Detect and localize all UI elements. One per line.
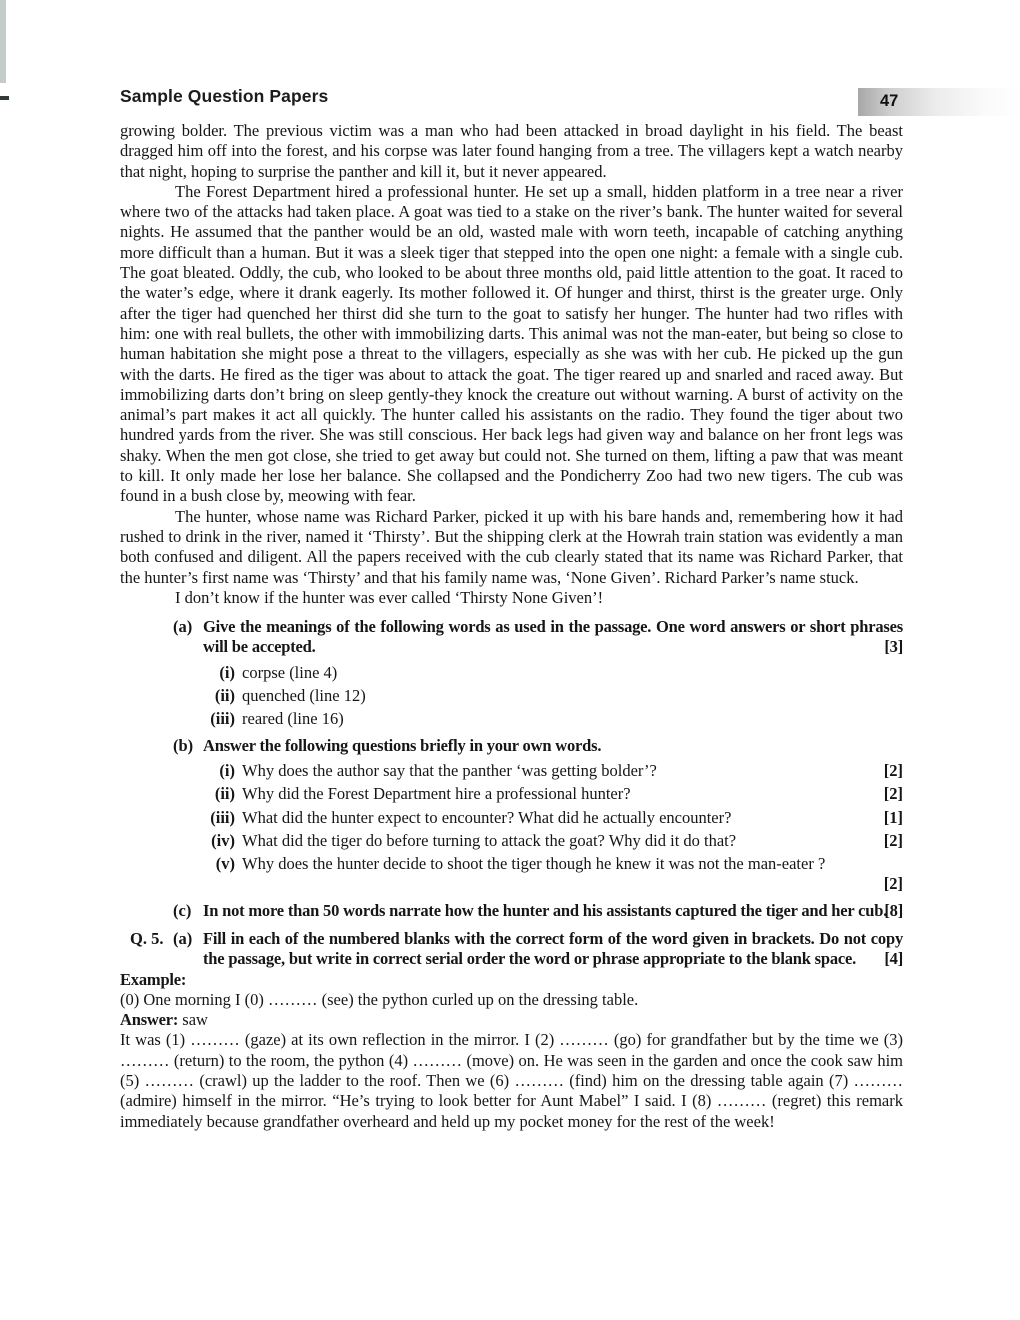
question-b-item-1-label: (i) bbox=[219, 760, 235, 780]
question-a-item-3-label: (iii) bbox=[210, 709, 235, 729]
question-b-item-1 bbox=[120, 761, 903, 781]
question-a-text-content: Give the meanings of the following words as used in the passage. One word answers or short phrases will be accepted. bbox=[203, 617, 903, 657]
question-b-item-2-text bbox=[242, 784, 903, 804]
page-number-badge bbox=[858, 88, 1020, 116]
question-b-text: Answer the following questions briefly in your own words. bbox=[203, 735, 602, 755]
question-b bbox=[120, 736, 903, 756]
question-a-text bbox=[203, 617, 903, 658]
question-5a-marks: [4] bbox=[884, 949, 903, 969]
question-b-item-4-text bbox=[242, 831, 903, 851]
example-line: (0) One morning I (0) ……… (see) the python curled up on the dressing table. bbox=[120, 989, 639, 1009]
left-accent-bar bbox=[0, 0, 6, 83]
question-a-item-2-label: (ii) bbox=[214, 686, 235, 706]
example-label: Example: bbox=[120, 969, 187, 989]
question-b-item-3-marks: [1] bbox=[883, 807, 903, 827]
question-b-item-3-text bbox=[242, 808, 903, 828]
question-a-item-2 bbox=[120, 686, 903, 706]
answer-label: Answer: bbox=[120, 1010, 179, 1030]
question-c-label: (c) bbox=[173, 900, 192, 920]
question-b-item-2-content: Why did the Forest Department hire a professional hunter? bbox=[242, 784, 631, 804]
question-5-number: Q. 5. bbox=[130, 928, 164, 948]
question-b-item-1-content: Why does the author say that the panther ‘was getting bolder’? bbox=[242, 760, 657, 780]
page-number: 47 bbox=[880, 92, 899, 110]
question-b-item-5-text: Why does the hunter decide to shoot the tiger though he knew it was not the man-eater ? bbox=[242, 854, 826, 874]
answer-line bbox=[120, 1010, 903, 1030]
question-a-item-3 bbox=[120, 709, 903, 729]
question-b-item-3-label: (iii) bbox=[210, 807, 235, 827]
question-b-item-2-marks: [2] bbox=[883, 784, 903, 804]
question-a-item-1-label: (i) bbox=[219, 662, 235, 682]
question-a bbox=[120, 617, 903, 658]
left-dash-mark bbox=[0, 96, 9, 100]
question-b-item-4-label: (iv) bbox=[211, 830, 235, 850]
question-c-text-content: In not more than 50 words narrate how the hunter and his assistants captured the tiger and her cub. bbox=[203, 900, 888, 920]
passage-paragraph-2: The Forest Department hired a professional hunter. He set up a small, hidden platform in a tree near a river where two of the attacks had taken place. A goat was tied to a stake on the river’s bank. The hunter waited for several nights. He assumed that the panther would be an old, wasted male with worn teeth, incapable of catching anything more difficult than a human. But it was a sleek tiger that stepped into the open one night: a female with a single cub. The goat bleated. Oddly, the cub, who looked to be about three months old, paid little attention to the goat. It raced to the water’s edge, where it drank eagerly. Its mother followed it. Of hunger and thirst, thirst is the greater urge. Only after the tiger had quenched her thirst did she turn to the goat to satisfy her hunger. The hunter had two rifles with him: one with real bullets, the other with immobilizing darts. This animal was not the man-eater, but being so close to human habitation she might pose a threat to the villagers, especially as she was with her cub. He picked up the gun with the darts. He fired as the tiger was about to attack the goat. The tiger reared up and snarled and raced away. But immobilizing darts don’t bring on sleep gently-they knock the creature out without warning. A burst of activity on the animal’s part makes it act all quickly. The hunter called his assistants on the radio. They found the tiger about two hundred yards from the river. She was still conscious. Her back legs had given way and balance on her front legs was shaky. When the men got close, she tried to get away but could not. She turned on them, lifting a paw that was meant to kill. It only made her lose her balance. She collapsed and the Pondicherry Zoo had two new tigers. The cub was found in a bush close by, meowing with fear. bbox=[120, 181, 903, 506]
question-b-item-1-text bbox=[242, 761, 903, 781]
question-b-item-3 bbox=[120, 808, 903, 828]
passage-paragraph-1: growing bolder. The previous victim was a man who had been attacked in broad daylight in his field. The beast dragged him off into the forest, and his corpse was later found hanging from a tree. The villagers kept a watch nearby that night, hoping to surprise the panther and kill it, but it never appeared. bbox=[120, 121, 903, 181]
question-a-item-1 bbox=[120, 663, 903, 683]
question-b-item-5-marks: [2] bbox=[883, 874, 903, 894]
exercise-paragraph: It was (1) ……… (gaze) at its own reflection in the mirror. I (2) ……… (go) for grandfather but by the time we (3) ……… (return) to the room, the python (4) ……… (move) on. He was seen in the garden and once the cook saw him (5) ……… (crawl) up the ladder to the roof. Then we (6) ……… (find) him on the dressing table again (7) ……… (admire) himself in the mirror. “He’s trying to look better for Aunt Mabel” I said. I (8) ……… (regret) this remark immediately because grandfather overheard and held up my pocket money for the rest of the week! bbox=[120, 1030, 903, 1131]
question-b-item-5-label: (v) bbox=[215, 854, 235, 874]
question-c-marks: [8] bbox=[884, 900, 903, 920]
question-5a-text-content: Fill in each of the numbered blanks with the correct form of the word given in brackets. Do not copy the passage, but write in correct serial order the word or phrase appropriate to the blank space. bbox=[203, 928, 903, 969]
question-b-item-4-marks: [2] bbox=[883, 830, 903, 850]
page-content bbox=[120, 121, 903, 1132]
question-b-label: (b) bbox=[173, 735, 194, 755]
question-a-item-3-text: reared (line 16) bbox=[242, 709, 344, 729]
question-b-item-3-content: What did the hunter expect to encounter? What did he actually encounter? bbox=[242, 807, 732, 827]
question-c-text bbox=[203, 901, 903, 921]
question-a-item-2-text: quenched (line 12) bbox=[242, 686, 366, 706]
question-b-item-1-marks: [2] bbox=[883, 760, 903, 780]
question-a-marks: [3] bbox=[884, 637, 903, 657]
question-5a-text bbox=[203, 929, 903, 970]
question-b-item-4 bbox=[120, 831, 903, 851]
page-header-title: Sample Question Papers bbox=[120, 86, 329, 106]
question-b-item-5 bbox=[120, 854, 903, 874]
answer-value: saw bbox=[178, 1010, 208, 1030]
passage-paragraph-3: The hunter, whose name was Richard Parker, picked it up with his bare hands and, remembering how it had rushed to drink in the river, named it ‘Thirsty’. But the shipping clerk at the Howrah train station was evidently a man both confused and diligent. All the papers received with the cub clearly stated that its name was Richard Parker, that the hunter’s first name was ‘Thirsty’ and that his family name was, ‘None Given’. Richard Parker’s name stuck. bbox=[120, 506, 903, 587]
question-5a-label: (a) bbox=[173, 928, 193, 948]
question-a-item-1-text: corpse (line 4) bbox=[242, 662, 338, 682]
question-b-item-2-label: (ii) bbox=[214, 784, 235, 804]
passage-paragraph-4: I don’t know if the hunter was ever called ‘Thirsty None Given’! bbox=[175, 587, 604, 607]
question-5 bbox=[120, 929, 903, 970]
question-b-item-4-content: What did the tiger do before turning to attack the goat? Why did it do that? bbox=[242, 830, 737, 850]
question-c bbox=[120, 901, 903, 921]
question-b-item-2 bbox=[120, 784, 903, 804]
question-a-label: (a) bbox=[173, 617, 193, 637]
